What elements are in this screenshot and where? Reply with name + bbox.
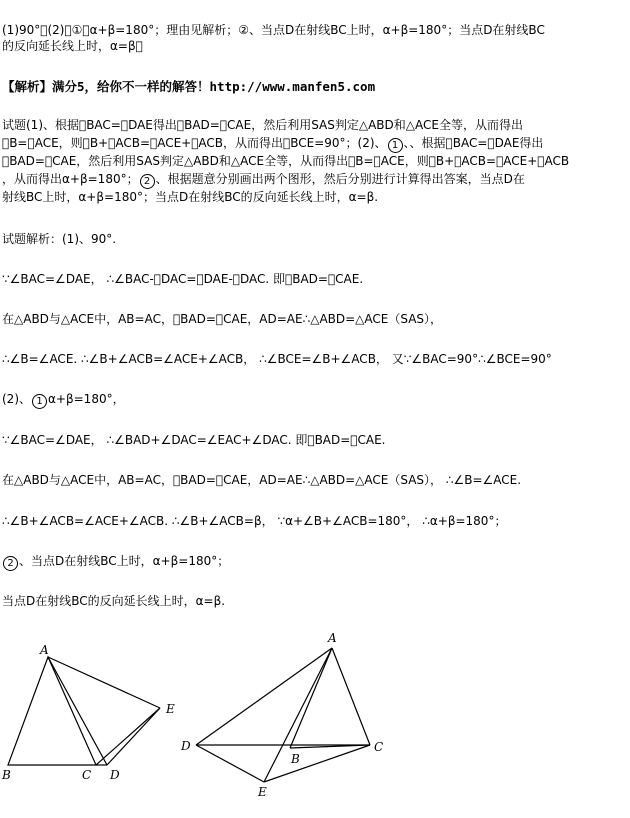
figure-1-label-A: A xyxy=(40,643,49,657)
solution-line-10: 当点D在射线BC的反向延长线上时，α=β. xyxy=(2,594,226,608)
figure-1 xyxy=(8,657,160,765)
solution-line-1: 试题解析：(1)、90°. xyxy=(2,232,117,246)
summary-line-4a: ，从而得出α+β=180°； xyxy=(2,172,139,186)
answer-line-1: (1)90°􀀀(2)􀀀①􀀀α+β=180°；理由见解析；②、当点D在射线BC上时，α+β=180°；当点D在射线BC xyxy=(2,23,545,37)
figure-2-labels xyxy=(180,631,383,799)
figure-1-label-D: D xyxy=(110,768,120,782)
summary-line-5: 射线BC上时，α+β=180°；当点D在射线BC的反向延长线上时，α=β. xyxy=(2,190,379,204)
circled-number: 2 xyxy=(140,174,155,189)
summary-line-3: 􀀀BAD=􀀀CAE，然后利用SAS判定△ABD和△ACE全等，从而得出􀀀B=􀀀ACE，则􀀀B+􀀀ACB=􀀀ACE+􀀀ACB xyxy=(2,154,570,168)
summary-line-4b: 、根据题意分别画出两个图形，然后分别进行计算得出答案，当点D在 xyxy=(155,172,525,186)
figure-1-label-B: B xyxy=(2,768,11,782)
solution-line-2: ∵∠BAC=∠DAE， ∴∠BAC-􀀀DAC=􀀀DAE-􀀀DAC. 即􀀀BAD=􀀀CAE. xyxy=(2,272,364,286)
analysis-header: 【解析】满分5，给你不一样的解答！http://www.manfen5.com xyxy=(2,79,376,94)
figure-2 xyxy=(196,648,370,782)
figure-2-label-C: C xyxy=(374,740,384,754)
solution-line-5a: (2)、 xyxy=(2,392,31,406)
solution-line-4: ∴∠B=∠ACE. ∴∠B+∠ACB=∠ACE+∠ACB， ∴∠BCE=∠B+∠ACB， 又∵∠BAC=90°∴∠BCE=90° xyxy=(2,352,552,366)
circled-number: 2 xyxy=(3,556,18,571)
circled-number: 1 xyxy=(32,394,47,409)
figure-2-label-D: D xyxy=(181,739,191,753)
figure-1-label-C: C xyxy=(82,768,92,782)
solution-line-8: ∴∠B+∠ACB=∠ACE+∠ACB. ∴∠B+∠ACB=β， ∵α+∠B+∠ACB=180°， ∴α+β=180°； xyxy=(2,514,507,528)
solution-line-3: 在△ABD与△ACE中，AB=AC，􀀀BAD=􀀀CAE，AD=AE∴△ABD=△ACE（SAS）， xyxy=(2,312,443,326)
figure-1-segment-CE xyxy=(96,708,160,765)
figure-1-segment-AD xyxy=(48,657,107,765)
figure-2-label-E: E xyxy=(258,785,267,799)
summary-line-2a: 􀀀B=􀀀ACE，则􀀀B+􀀀ACB=􀀀ACE+􀀀ACB，从而得出􀀀BCE=90°；(2)、 xyxy=(2,136,387,150)
figure-2-label-A: A xyxy=(328,631,337,645)
figure-1-segment-AE xyxy=(48,657,160,708)
figure-2-segment-AC xyxy=(332,648,370,745)
answer-line-2: 的反向延长线上时，α=β􀀀 xyxy=(2,39,143,53)
figure-1-segment-DE xyxy=(107,708,160,765)
figure-2-label-B: B xyxy=(291,752,300,766)
figure-2-segment-DE xyxy=(196,745,264,782)
summary-line-1: 试题(1)、根据􀀀BAC=􀀀DAE得出􀀀BAD=􀀀CAE，然后利用SAS判定△ABD和△ACE全等，从而得出 xyxy=(2,118,523,132)
circled-number: 1 xyxy=(388,138,403,153)
solution-line-6: ∵∠BAC=∠DAE， ∴∠BAD+∠DAC=∠EAC+∠DAC. 即􀀀BAD=􀀀CAE. xyxy=(2,433,386,447)
solution-line-5b: α+β=180°， xyxy=(48,392,125,406)
figure-1-label-E: E xyxy=(166,702,175,716)
summary-line-2b: 、、根据􀀀BAC=􀀀DAE得出 xyxy=(403,136,544,150)
solution-line-7: 在△ABD与△ACE中，AB=AC，􀀀BAD=􀀀CAE，AD=AE∴△ABD=△ACE（SAS）， ∴∠B=∠ACE. xyxy=(2,473,522,487)
solution-line-9b: 、当点D在射线BC上时，α+β=180°； xyxy=(19,554,230,568)
